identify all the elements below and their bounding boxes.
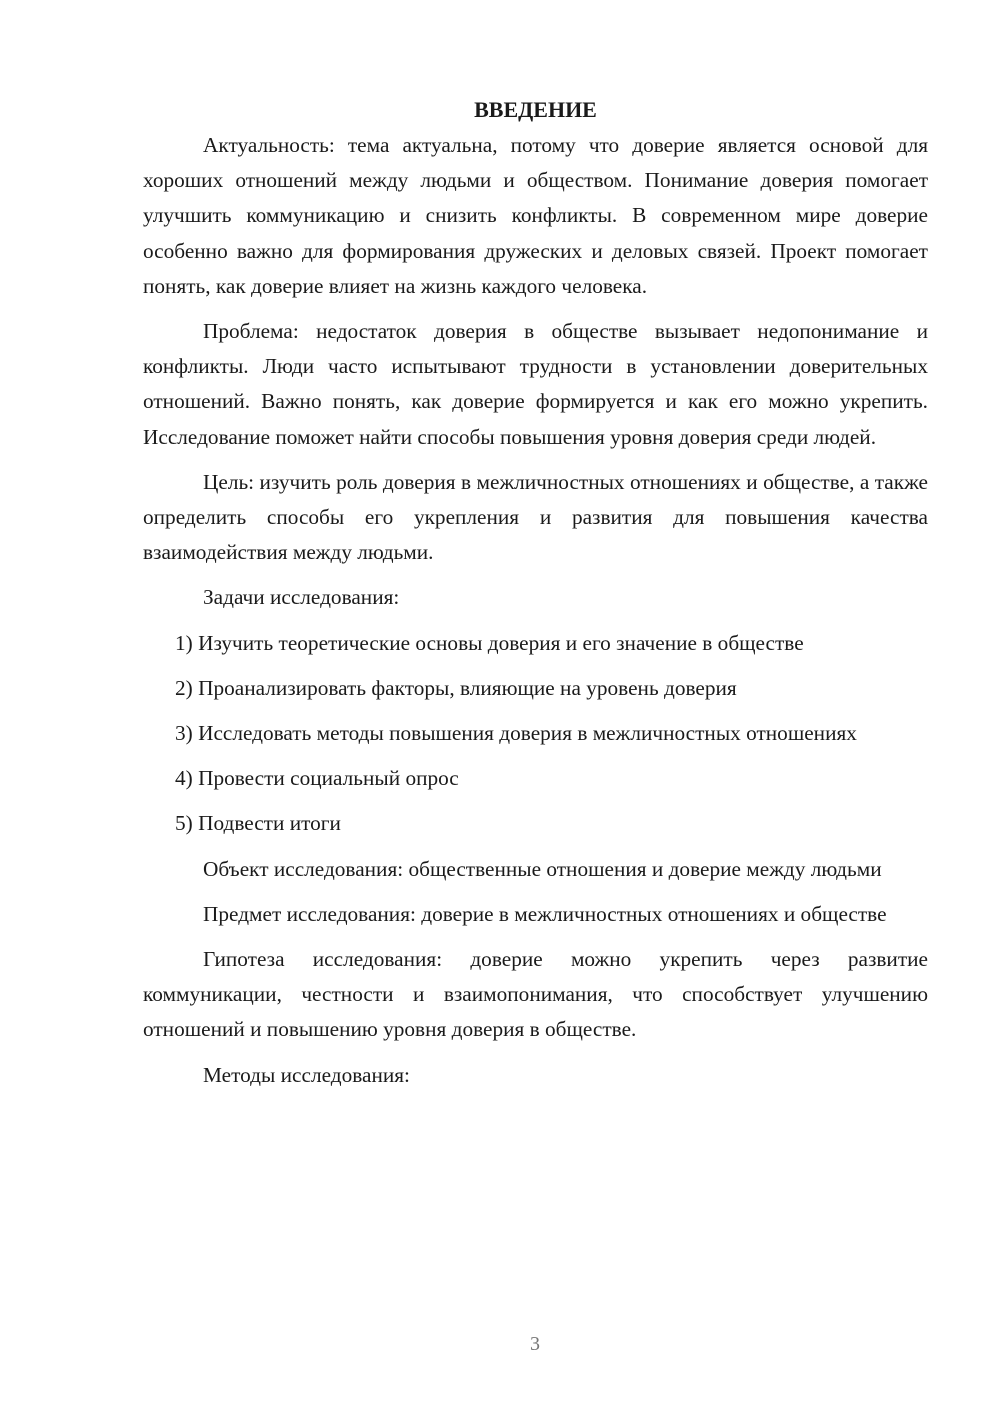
task-item: 3) Исследовать методы повышения доверия в межличностных отношениях xyxy=(175,721,857,746)
paragraph-subject: Предмет исследования: доверие в межличностных отношениях и обществе xyxy=(203,901,887,926)
paragraph-hypothesis: Гипотеза исследования: доверие можно укрепить через развитие коммуникации, честности и взаимопонимания, что способствует улучшению отношений и повышению уровня доверия в обществе. xyxy=(143,947,928,1042)
paragraph-object: Объект исследования: общественные отношения и доверие между людьми xyxy=(203,856,882,881)
page-number: 3 xyxy=(530,1333,540,1355)
paragraph-problem: Проблема: недостаток доверия в обществе вызывает недопонимание и конфликты. Люди часто испытывают трудности в установлении доверительных отношений. Важно понять, как доверие формируется и как его можно укрепить. Исследование поможет найти способы повышения уровня доверия среди людей. xyxy=(143,319,928,449)
task-item: 2) Проанализировать факторы, влияющие на уровень доверия xyxy=(175,675,737,700)
document-page xyxy=(143,92,928,1093)
task-item: 5) Подвести итоги xyxy=(175,811,341,836)
paragraph-methods: Методы исследования: xyxy=(203,1062,410,1087)
task-item: 1) Изучить теоретические основы доверия и его значение в обществе xyxy=(175,630,804,655)
paragraph-relevance: Актуальность: тема актуальна, потому что доверие является основой для хороших отношений между людьми и обществом. Понимание доверия помогает улучшить коммуникацию и снизить конфликты. В современном мире доверие особенно важно для формирования дружеских и деловых связей. Проект помогает понять, как доверие влияет на жизнь каждого человека. xyxy=(143,133,928,298)
paragraph-goal: Цель: изучить роль доверия в межличностных отношениях и обществе, а также определить способы его укрепления и развития для повышения качества взаимодействия между людьми. xyxy=(143,469,928,565)
task-item: 4) Провести социальный опрос xyxy=(175,766,459,791)
paragraph-tasks-heading: Задачи исследования: xyxy=(203,585,400,610)
section-title: ВВЕДЕНИЕ xyxy=(474,97,597,122)
